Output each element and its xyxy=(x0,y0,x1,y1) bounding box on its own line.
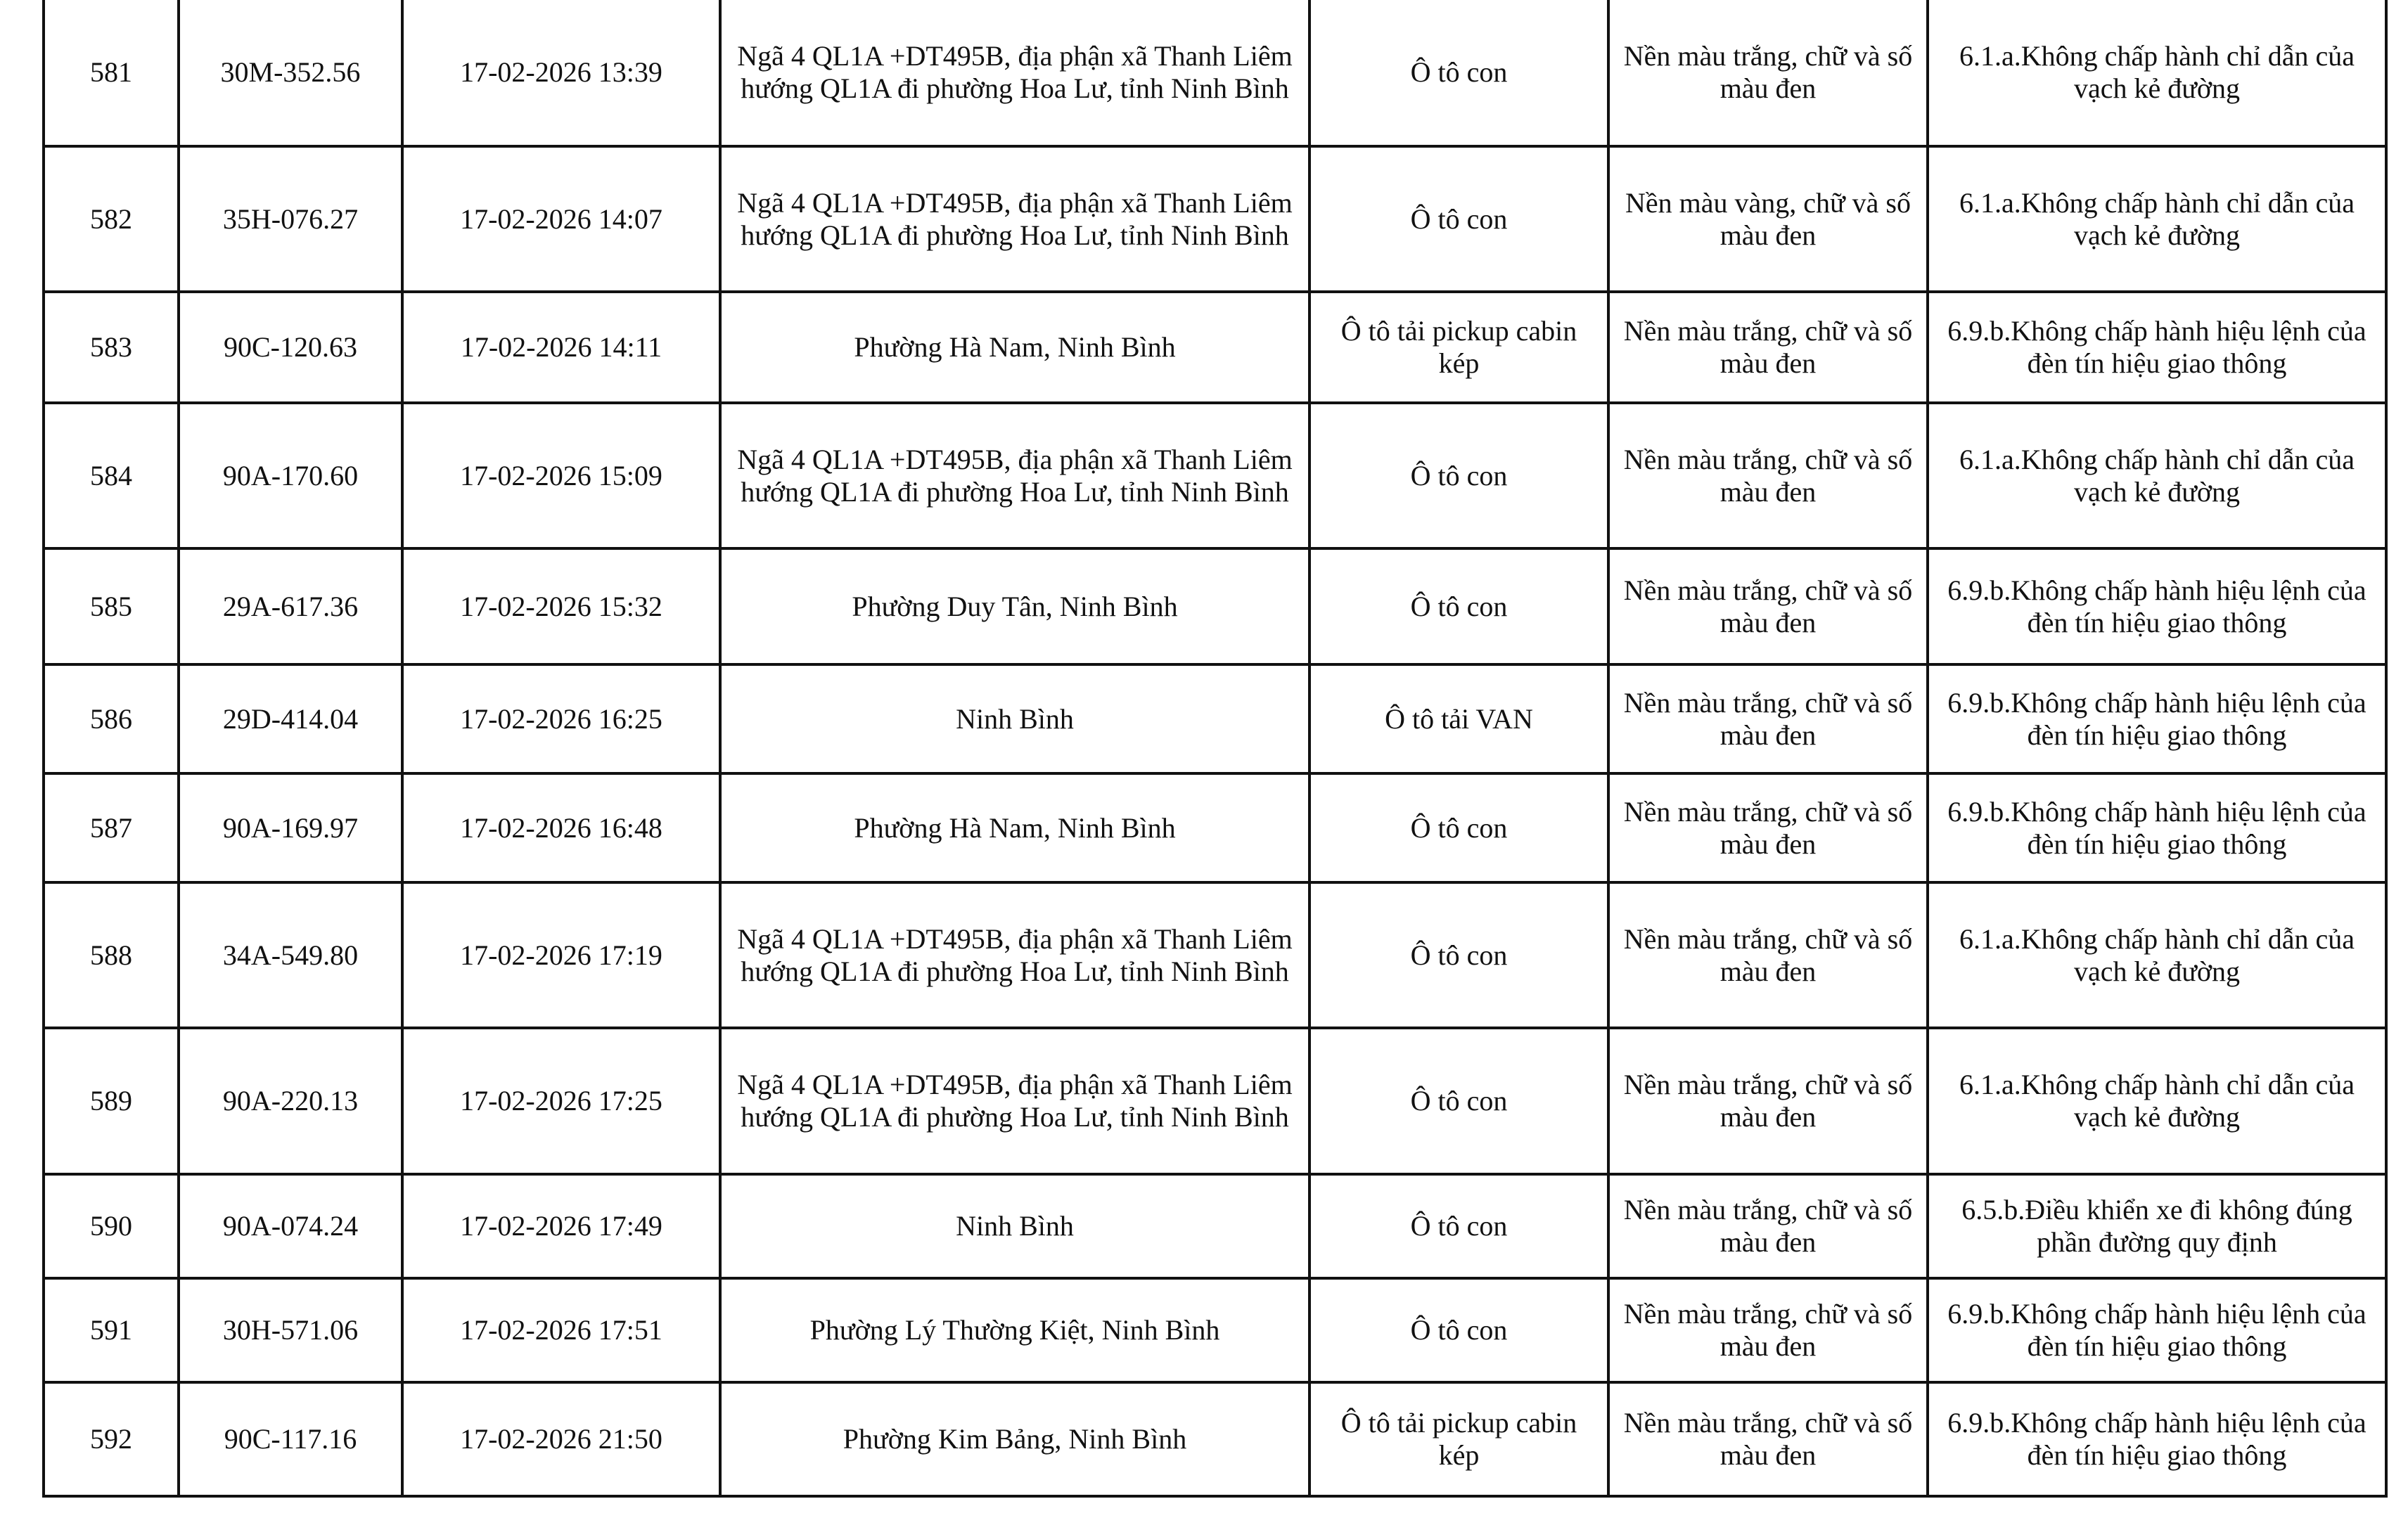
cell-time: 17-02-2026 14:07 xyxy=(402,146,720,292)
cell-location: Ngã 4 QL1A +DT495B, địa phận xã Thanh Liêm hướng QL1A đi phường Hoa Lư, tỉnh Ninh Bình xyxy=(720,0,1309,146)
cell-plate-color: Nền màu trắng, chữ và số màu đen xyxy=(1608,292,1928,403)
cell-vehicle: Ô tô con xyxy=(1309,403,1608,548)
cell-location: Ngã 4 QL1A +DT495B, địa phận xã Thanh Liêm hướng QL1A đi phường Hoa Lư, tỉnh Ninh Bình xyxy=(720,882,1309,1028)
cell-plate: 29D-414.04 xyxy=(179,664,402,773)
cell-violation: 6.1.a.Không chấp hành chỉ dẫn của vạch kẻ đường xyxy=(1928,1028,2386,1174)
table-row xyxy=(44,1382,2386,1496)
cell-plate: 90A-220.13 xyxy=(179,1028,402,1174)
table-row xyxy=(44,548,2386,664)
table-row xyxy=(44,292,2386,403)
cell-location: Ninh Bình xyxy=(720,1174,1309,1278)
document-page xyxy=(42,0,2385,1498)
cell-violation: 6.1.a.Không chấp hành chỉ dẫn của vạch kẻ đường xyxy=(1928,403,2386,548)
table-row xyxy=(44,0,2386,146)
cell-location: Ngã 4 QL1A +DT495B, địa phận xã Thanh Liêm hướng QL1A đi phường Hoa Lư, tỉnh Ninh Bình xyxy=(720,1028,1309,1174)
cell-vehicle: Ô tô tải pickup cabin kép xyxy=(1309,292,1608,403)
cell-vehicle: Ô tô tải pickup cabin kép xyxy=(1309,1382,1608,1496)
cell-violation: 6.9.b.Không chấp hành hiệu lệnh của đèn tín hiệu giao thông xyxy=(1928,1278,2386,1382)
cell-vehicle: Ô tô con xyxy=(1309,1278,1608,1382)
cell-plate-color: Nền màu vàng, chữ và số màu đen xyxy=(1608,146,1928,292)
cell-location: Phường Lý Thường Kiệt, Ninh Bình xyxy=(720,1278,1309,1382)
cell-plate: 29A-617.36 xyxy=(179,548,402,664)
cell-plate-color: Nền màu trắng, chữ và số màu đen xyxy=(1608,548,1928,664)
cell-vehicle: Ô tô con xyxy=(1309,548,1608,664)
cell-time: 17-02-2026 17:51 xyxy=(402,1278,720,1382)
cell-violation: 6.9.b.Không chấp hành hiệu lệnh của đèn tín hiệu giao thông xyxy=(1928,548,2386,664)
cell-location: Phường Hà Nam, Ninh Bình xyxy=(720,292,1309,403)
cell-vehicle: Ô tô con xyxy=(1309,146,1608,292)
cell-plate: 90C-117.16 xyxy=(179,1382,402,1496)
cell-plate: 34A-549.80 xyxy=(179,882,402,1028)
cell-location: Ngã 4 QL1A +DT495B, địa phận xã Thanh Liêm hướng QL1A đi phường Hoa Lư, tỉnh Ninh Bình xyxy=(720,403,1309,548)
cell-vehicle: Ô tô con xyxy=(1309,1028,1608,1174)
cell-violation: 6.5.b.Điều khiển xe đi không đúng phần đường quy định xyxy=(1928,1174,2386,1278)
cell-time: 17-02-2026 16:25 xyxy=(402,664,720,773)
table-row xyxy=(44,1174,2386,1278)
cell-stt: 584 xyxy=(44,403,179,548)
table-row xyxy=(44,1028,2386,1174)
cell-time: 17-02-2026 21:50 xyxy=(402,1382,720,1496)
cell-plate: 90A-074.24 xyxy=(179,1174,402,1278)
cell-vehicle: Ô tô con xyxy=(1309,1174,1608,1278)
cell-plate-color: Nền màu trắng, chữ và số màu đen xyxy=(1608,1382,1928,1496)
cell-stt: 591 xyxy=(44,1278,179,1382)
cell-location: Phường Kim Bảng, Ninh Bình xyxy=(720,1382,1309,1496)
cell-plate: 90A-169.97 xyxy=(179,773,402,882)
cell-vehicle: Ô tô con xyxy=(1309,0,1608,146)
cell-stt: 586 xyxy=(44,664,179,773)
cell-vehicle: Ô tô con xyxy=(1309,773,1608,882)
cell-violation: 6.1.a.Không chấp hành chỉ dẫn của vạch kẻ đường xyxy=(1928,882,2386,1028)
cell-stt: 588 xyxy=(44,882,179,1028)
cell-stt: 587 xyxy=(44,773,179,882)
cell-plate: 30M-352.56 xyxy=(179,0,402,146)
cell-time: 17-02-2026 16:48 xyxy=(402,773,720,882)
violations-table xyxy=(42,0,2388,1498)
cell-location: Phường Duy Tân, Ninh Bình xyxy=(720,548,1309,664)
cell-stt: 585 xyxy=(44,548,179,664)
cell-time: 17-02-2026 15:09 xyxy=(402,403,720,548)
cell-plate-color: Nền màu trắng, chữ và số màu đen xyxy=(1608,0,1928,146)
cell-plate-color: Nền màu trắng, chữ và số màu đen xyxy=(1608,773,1928,882)
cell-plate-color: Nền màu trắng, chữ và số màu đen xyxy=(1608,1028,1928,1174)
cell-plate: 35H-076.27 xyxy=(179,146,402,292)
cell-time: 17-02-2026 13:39 xyxy=(402,0,720,146)
cell-violation: 6.1.a.Không chấp hành chỉ dẫn của vạch kẻ đường xyxy=(1928,0,2386,146)
cell-violation: 6.9.b.Không chấp hành hiệu lệnh của đèn tín hiệu giao thông xyxy=(1928,1382,2386,1496)
cell-location: Ninh Bình xyxy=(720,664,1309,773)
cell-vehicle: Ô tô tải VAN xyxy=(1309,664,1608,773)
table-row xyxy=(44,403,2386,548)
cell-stt: 581 xyxy=(44,0,179,146)
table-row xyxy=(44,146,2386,292)
cell-stt: 582 xyxy=(44,146,179,292)
table-row xyxy=(44,664,2386,773)
table-row xyxy=(44,882,2386,1028)
cell-violation: 6.9.b.Không chấp hành hiệu lệnh của đèn tín hiệu giao thông xyxy=(1928,292,2386,403)
cell-violation: 6.9.b.Không chấp hành hiệu lệnh của đèn tín hiệu giao thông xyxy=(1928,773,2386,882)
cell-stt: 583 xyxy=(44,292,179,403)
cell-violation: 6.1.a.Không chấp hành chỉ dẫn của vạch kẻ đường xyxy=(1928,146,2386,292)
cell-plate: 90C-120.63 xyxy=(179,292,402,403)
cell-violation: 6.9.b.Không chấp hành hiệu lệnh của đèn tín hiệu giao thông xyxy=(1928,664,2386,773)
cell-stt: 589 xyxy=(44,1028,179,1174)
cell-plate-color: Nền màu trắng, chữ và số màu đen xyxy=(1608,664,1928,773)
cell-plate-color: Nền màu trắng, chữ và số màu đen xyxy=(1608,1278,1928,1382)
cell-plate-color: Nền màu trắng, chữ và số màu đen xyxy=(1608,1174,1928,1278)
cell-vehicle: Ô tô con xyxy=(1309,882,1608,1028)
cell-stt: 590 xyxy=(44,1174,179,1278)
cell-plate: 90A-170.60 xyxy=(179,403,402,548)
cell-plate: 30H-571.06 xyxy=(179,1278,402,1382)
cell-stt: 592 xyxy=(44,1382,179,1496)
cell-plate-color: Nền màu trắng, chữ và số màu đen xyxy=(1608,882,1928,1028)
cell-time: 17-02-2026 15:32 xyxy=(402,548,720,664)
cell-location: Phường Hà Nam, Ninh Bình xyxy=(720,773,1309,882)
cell-time: 17-02-2026 17:25 xyxy=(402,1028,720,1174)
table-row xyxy=(44,773,2386,882)
cell-time: 17-02-2026 17:49 xyxy=(402,1174,720,1278)
cell-time: 17-02-2026 17:19 xyxy=(402,882,720,1028)
table-row xyxy=(44,1278,2386,1382)
cell-time: 17-02-2026 14:11 xyxy=(402,292,720,403)
cell-plate-color: Nền màu trắng, chữ và số màu đen xyxy=(1608,403,1928,548)
cell-location: Ngã 4 QL1A +DT495B, địa phận xã Thanh Liêm hướng QL1A đi phường Hoa Lư, tỉnh Ninh Bình xyxy=(720,146,1309,292)
